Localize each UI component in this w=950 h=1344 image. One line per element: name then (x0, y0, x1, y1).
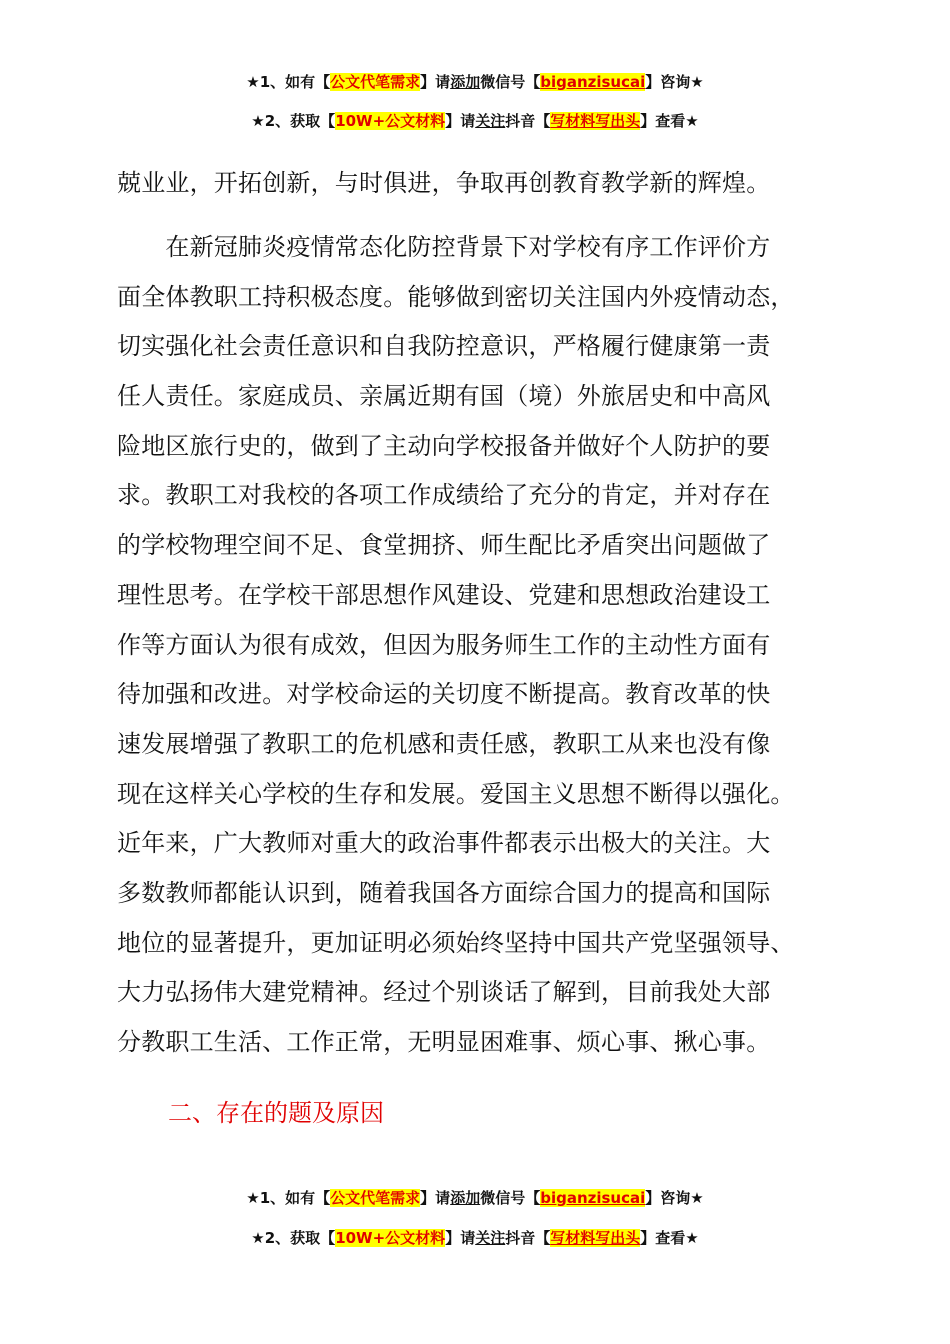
promo-banner-top-line2 (0, 111, 950, 131)
banner-text: ★1、如有【 (246, 1189, 331, 1207)
banner-text: 微信号【 (480, 1189, 541, 1207)
section-heading: 二、存在的题及原因 (168, 1099, 384, 1127)
text-line: 作等方面认为很有成效，但因为服务师生工作的主动性方面有 (117, 630, 771, 659)
wechat-id-link[interactable]: biganzisucai (540, 73, 646, 91)
banner-text: 】咨询★ (645, 73, 704, 91)
banner-text: 】请 (445, 112, 476, 130)
text-line: 大力弘扬伟大建党精神。经过个别谈话了解到，目前我处大部 (117, 978, 771, 1007)
underlined-text: 添加 (450, 73, 481, 91)
highlight-tag: 公文代笔需求 (330, 1189, 421, 1207)
banner-text: 】请 (420, 73, 451, 91)
banner-text: 】查看★ (640, 112, 699, 130)
text-line: 求。教职工对我校的各项工作成绩给了充分的肯定，并对存在 (117, 481, 771, 510)
text-line: 现在这样关心学校的生存和发展。爱国主义思想不断得以强化。 (117, 779, 795, 808)
underlined-text: 关注 (475, 112, 506, 130)
highlight-tag: 10W+公文材料 (335, 1229, 446, 1247)
promo-banner-top-line1 (0, 72, 950, 92)
banner-text: 】请 (445, 1229, 476, 1247)
banner-text: ★2、获取【 (251, 112, 336, 130)
douyin-account-link[interactable]: 写材料写出头 (550, 1229, 641, 1247)
text-line: 在新冠肺炎疫情常态化防控背景下对学校有序工作评价方 (117, 233, 771, 261)
banner-text: 抖音【 (505, 1229, 551, 1247)
text-line: 兢业业，开拓创新，与时俱进，争取再创教育教学新的辉煌。 (117, 169, 771, 197)
banner-text: ★1、如有【 (246, 73, 331, 91)
banner-text: 】请 (420, 1189, 451, 1207)
promo-banner-bottom-line2 (0, 1228, 950, 1248)
underlined-text: 关注 (475, 1229, 506, 1247)
text-line: 近年来，广大教师对重大的政治事件都表示出极大的关注。大 (117, 829, 771, 858)
paragraph-continuation (117, 159, 837, 209)
highlight-tag: 公文代笔需求 (330, 73, 421, 91)
banner-text: 】查看★ (640, 1229, 699, 1247)
text-line: 险地区旅行史的，做到了主动向学校报备并做好个人防护的要 (117, 431, 771, 460)
highlight-tag: 10W+公文材料 (335, 112, 446, 130)
wechat-id-link[interactable]: biganzisucai (540, 1189, 646, 1207)
text-line: 面全体教职工持积极态度。能够做到密切关注国内外疫情动态， (117, 282, 795, 311)
text-line: 任人责任。家庭成员、亲属近期有国（境）外旅居史和中高风 (117, 382, 771, 411)
text-line: 分教职工生活、工作正常，无明显困难事、烦心事、揪心事。 (117, 1028, 771, 1056)
banner-text: 微信号【 (480, 73, 541, 91)
text-line: 理性思考。在学校干部思想作风建设、党建和思想政治建设工 (117, 580, 771, 609)
banner-text: 】咨询★ (645, 1189, 704, 1207)
text-line: 多数教师都能认识到，随着我国各方面综合国力的提高和国际 (117, 878, 771, 907)
text-line: 地位的显著提升，更加证明必须始终坚持中国共产党坚强领导、 (117, 928, 795, 957)
text-line: 速发展增强了教职工的危机感和责任感，教职工从来也没有像 (117, 729, 771, 758)
banner-text: 抖音【 (505, 112, 551, 130)
banner-text: ★2、获取【 (251, 1229, 336, 1247)
text-line: 待加强和改进。对学校命运的关切度不断提高。教育改革的快 (117, 680, 771, 709)
text-line: 切实强化社会责任意识和自我防控意识，严格履行健康第一责 (117, 332, 771, 361)
text-line: 的学校物理空间不足、食堂拥挤、师生配比矛盾突出问题做了 (117, 531, 771, 560)
promo-banner-bottom-line1 (0, 1188, 950, 1208)
underlined-text: 添加 (450, 1189, 481, 1207)
paragraph-main (117, 223, 837, 1068)
douyin-account-link[interactable]: 写材料写出头 (550, 112, 641, 130)
